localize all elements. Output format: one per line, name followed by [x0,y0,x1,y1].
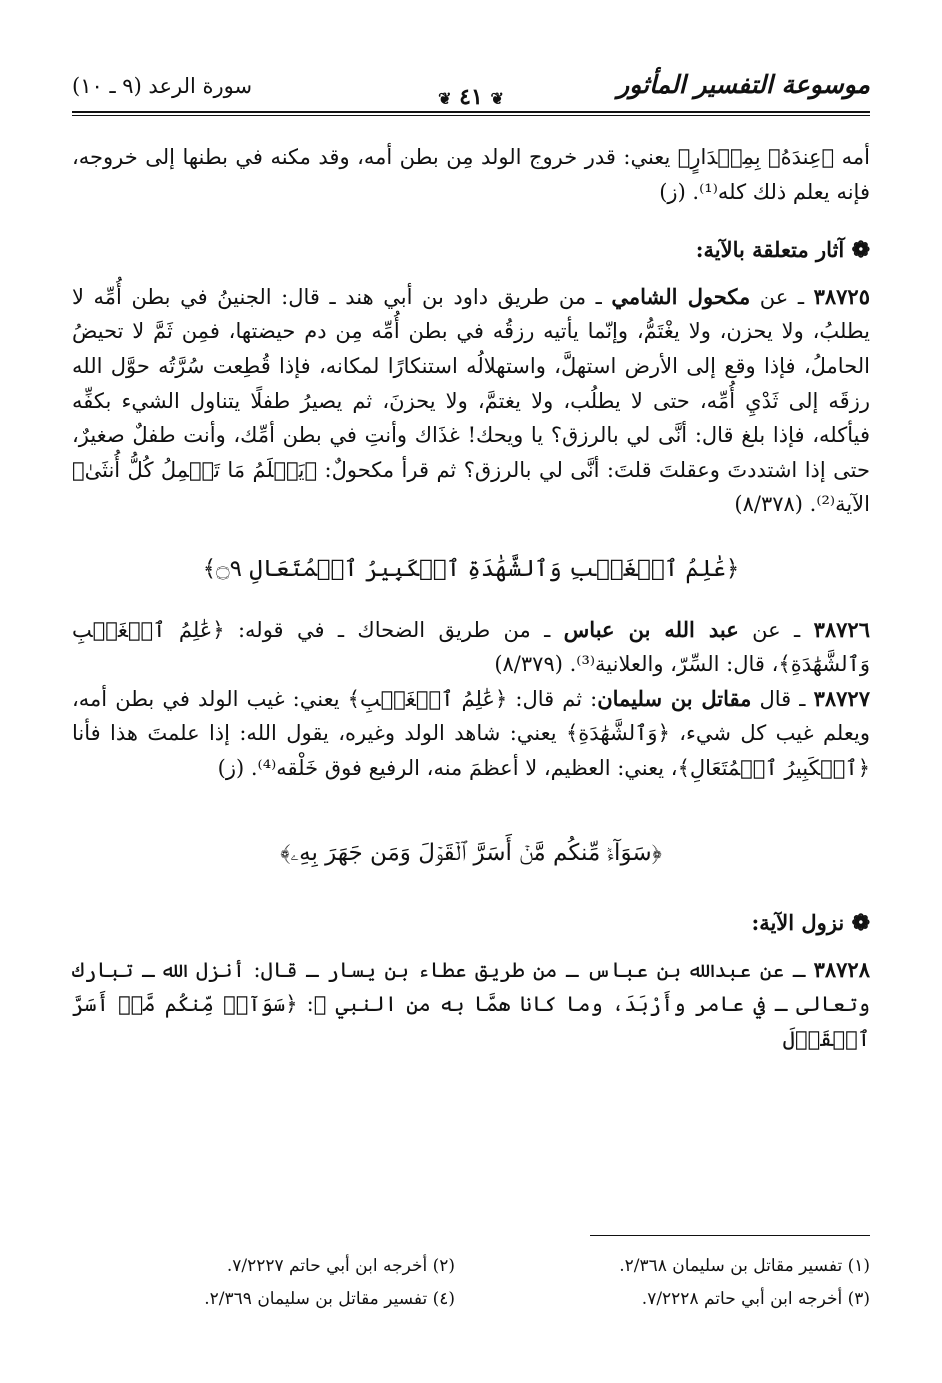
entry-text: ـ عن [752,617,801,642]
entry-text: ـ من طريق الضحاك ـ في قوله: ﴿عَٰلِمُ ٱلۡغَيۡبِ وَٱلشَّهَٰدَةِ﴾، قال: السِّرّ، والعلانية⁽³⁾. (٨/٣٧٩) [72,617,870,677]
entry-number: ٣٨٧٢٥ [813,283,870,309]
entry-text: ـ عن عبدالله بن عباس ـ من طريق عطاء بن يسار ـ قال: أنزل الله ـ تبارك وتعالى ـ في عامر وأَرْبَدَ، وما كانا همَّا به من النبي ﷺ: ﴿سَوَآءٞ مِّنكُم مَّنۡ أَسَرَّ ٱلۡقَوۡلَ [72,957,870,1051]
narrator-name: مكحول الشامي [611,283,751,309]
book-title: موسوعة التفسير المأثور [617,70,870,99]
athar-entry [72,682,870,786]
section-heading-text: آثار متعلقة بالآية: [695,237,845,263]
section-heading [72,906,870,941]
quran-verse: ﴿عَٰلِمُ ٱلۡغَيۡبِ وَٱلشَّهَٰدَةِ ٱلۡكَبِيرُ ٱلۡمُتَعَالِ ۝٩﴾ [202,555,740,582]
footnote: (٣) أخرجه ابن أبي حاتم ٧/٢٢٢٨. [641,1289,870,1309]
athar-entry [72,953,870,1057]
flower-icon: ❁ [851,237,870,264]
entry-text: ـ من طريق داود بن أبي هند ـ قال: الجنينُ في بطن أُمِّه لا يطلبُ، ولا يحزن، ولا يغْتَمُّ، وإنّما يأتيه رزقُه في بطن أُمِّه مِن دم حيضتها، فمِن ثَمَّ لا تحيضُ الحاملُ، فإذا وقع إلى الأرض استهلَّ، واستهلالُه استنكارًا لمكانه، فإذا قُطِعت سُرَّتُه حوَّل الله رزقَه إلى ثَدْيِ أُمِّه، حتى لا يطلُب، ولا يغتمَّ، ولا يحزنَ، ثم يصيرُ طفلًا يتناول الشيء بكفِّه فيأكله، فإذا بلغ قال: أنَّى لي بالرزق؟ يا ويحك! غذَاك وأنتِ في بطن أمِّك، وأنت طفلٌ صغيرٌ، حتى إذا اشتددتَ وعقلتَ قلتَ: أنَّى لي بالرزق؟ ثم قرأ مكحولٌ: ﴿يَعۡلَمُ مَا تَحۡمِلُ كُلُّ أُنثَىٰ﴾ الآية⁽²⁾. (٨/٣٧٨) [72,284,870,517]
section-heading [72,233,870,268]
flower-icon: ❁ [851,910,870,937]
footnote: (٤) تفسير مقاتل بن سليمان ٢/٣٦٩. [204,1289,456,1309]
entry-number: ٣٨٧٢٧ [813,685,870,711]
narrator-name: عبد الله بن عباس [563,616,739,642]
narrator-name: مقاتل بن سليمان [597,685,752,711]
footnote: (١) تفسير مقاتل بن سليمان ٢/٣٦٨. [619,1256,870,1276]
page-number-block [438,84,504,110]
footnote-separator [590,1235,870,1236]
entry-text: ـ عن [759,284,805,309]
athar-entry [72,280,870,522]
entry-number: ٣٨٧٢٨ [813,956,870,982]
section-heading-text: نزول الآية: [751,910,845,936]
surah-reference: سورة الرعد (٩ ـ ١٠) [72,74,253,98]
ornament-icon: ❦ [490,89,504,108]
ornament-icon: ❦ [438,89,452,108]
quran-verse: ﴿سَوَآءٞ مِّنكُم مَّنۡ أَسَرَّ ٱلۡقَوۡلَ وَمَن جَهَرَ بِهِۦ﴾ [280,839,662,866]
header-rule [72,111,870,113]
page-number: ٤١ [459,84,483,110]
running-header [72,66,870,112]
footnote: (٢) أخرجه ابن أبي حاتم ٧/٢٢٢٧. [226,1256,456,1276]
athar-entry [72,613,870,682]
entry-text: : ثم قال: ﴿عَٰلِمُ ٱلۡغَيۡبِ﴾ يعني: غيب الولد في بطن أمه، ويعلم غيب كل شيء، ﴿وَٱلشَّهَٰدَةِ﴾ يعني: شاهد الولد وغيره، يقول الله: إذا علمتَ هذا فأنا ﴿ٱلۡكَبِيرُ ٱلۡمُتَعَالِ﴾، يعني: العظيم، لا أعظمَ منه، الرفيع فوق خَلْقه⁽⁴⁾. (ز) [72,686,870,780]
entry-text: ـ قال [759,686,806,711]
entry-number: ٣٨٧٢٦ [813,616,870,642]
main-text [72,140,870,1056]
header-rule-thin [72,115,870,116]
footnotes [72,1250,870,1316]
paragraph: أمه ﴿عِندَهُۥ بِمِقۡدَارٍ﴾ يعني: قدر خروج الولد مِن بطن أمه، وقد مكنه في بطنها إلى خروجه، فإنه يعلم ذلك كله⁽¹⁾. (ز) [72,145,870,204]
